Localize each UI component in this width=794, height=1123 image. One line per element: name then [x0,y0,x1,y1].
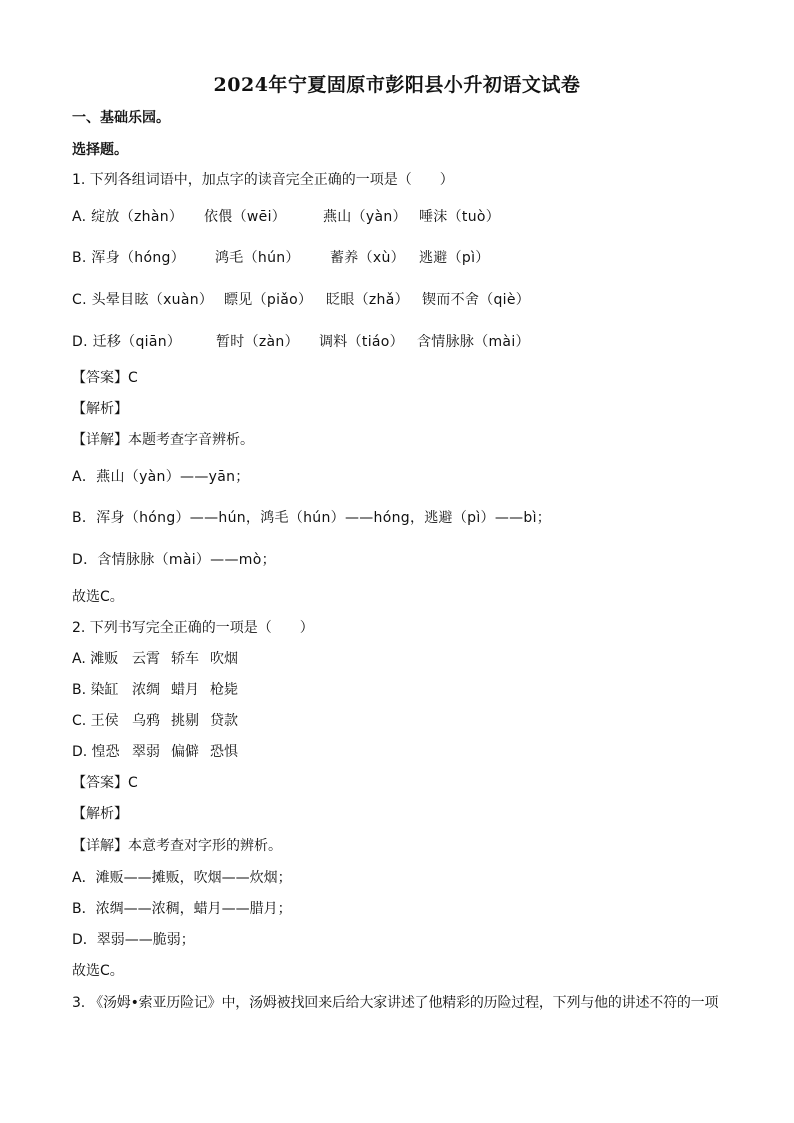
section-heading: 一、基础乐园。 [72,110,170,126]
q2-option-b [72,680,238,700]
q2-conclusion: 故选C。 [72,963,124,979]
q2-c-item: 挑剔 [171,713,199,729]
q1-b-item: 蓄养（xù） [330,250,405,266]
q1-analysis-label: 【解析】 [72,401,128,417]
q1-d-item: 暂时（zàn） [216,334,299,350]
q2-c-item: 贷款 [210,713,238,729]
q3-stem: 3. 《汤姆•索亚历险记》中，汤姆被找回来后给大家讲述了他精彩的历险过程，下列与他的讲述不符的一项 [72,995,719,1011]
q1-b-item: B. 浑身（hóng） [72,250,186,266]
q1-answer: 【答案】C [72,370,138,386]
q2-answer: 【答案】C [72,775,138,791]
q2-a-item: A. 滩贩 [72,651,119,667]
q2-stem: 2. 下列书写完全正确的一项是（ ） [72,620,314,636]
q1-c-item: 瞟见（piǎo） [224,292,313,308]
q2-b-item: 枪毙 [210,682,238,698]
q2-option-c [72,711,238,731]
q1-option-a [72,207,500,227]
q2-d-item: 恐惧 [210,744,238,760]
q1-c-item: 锲而不舍（qiè） [422,292,531,308]
q1-option-c [72,290,530,310]
q2-b-item: 蜡月 [171,682,199,698]
q1-detail: 【详解】本题考查字音辨析。 [72,432,254,448]
q1-c-item: 眨眼（zhǎ） [326,292,409,308]
q2-explanation-d: D．翠弱——脆弱； [72,932,195,948]
q2-a-item: 吹烟 [210,651,238,667]
q1-explanation-b: B．浑身（hóng）——hún，鸿毛（hún）——hóng，逃避（pì）——bì； [72,510,552,526]
q1-d-item: D. 迁移（qiān） [72,334,182,350]
q2-c-item: C. 王侯 [72,713,119,729]
q1-a-item: A. 绽放（zhàn） [72,209,184,225]
q1-explanation-d: D．含情脉脉（mài）——mò； [72,552,276,568]
q1-d-item: 含情脉脉（mài） [417,334,530,350]
q2-analysis-label: 【解析】 [72,806,128,822]
q2-c-item: 乌鸦 [132,713,160,729]
q2-explanation-a: A．滩贩——摊贩，吹烟——炊烟； [72,870,292,886]
q2-detail: 【详解】本意考查对字形的辨析。 [72,838,282,854]
q2-a-item: 云霄 [132,651,160,667]
q2-b-item: 浓绸 [132,682,160,698]
q1-conclusion: 故选C。 [72,589,124,605]
q1-option-d [72,332,530,352]
q2-explanation-b: B．浓绸——浓稠，蜡月——腊月； [72,901,292,917]
q1-d-item: 调料（tiáo） [319,334,404,350]
q2-option-a [72,649,238,669]
q2-d-item: 偏僻 [171,744,199,760]
q1-b-item: 鸿毛（hún） [215,250,300,266]
q1-explanation-a: A．燕山（yàn）——yān； [72,469,250,485]
q1-a-item: 依偎（wēi） [204,209,287,225]
q2-d-item: D. 惶恐 [72,744,120,760]
q1-option-b [72,248,490,268]
question-type-heading: 选择题。 [72,142,128,158]
q2-a-item: 轿车 [171,651,199,667]
q1-c-item: C. 头晕目眩（xuàn） [72,292,214,308]
page-title: 2024年宁夏固原市彭阳县小升初语文试卷 [213,74,581,96]
q1-a-item: 燕山（yàn） [323,209,407,225]
q2-option-d [72,742,238,762]
q1-b-item: 逃避（pì） [419,250,490,266]
q2-d-item: 翠弱 [132,744,160,760]
q1-a-item: 唾沫（tuò） [419,209,501,225]
q1-stem: 1. 下列各组词语中，加点字的读音完全正确的一项是（ ） [72,172,454,188]
q2-b-item: B. 染缸 [72,682,119,698]
